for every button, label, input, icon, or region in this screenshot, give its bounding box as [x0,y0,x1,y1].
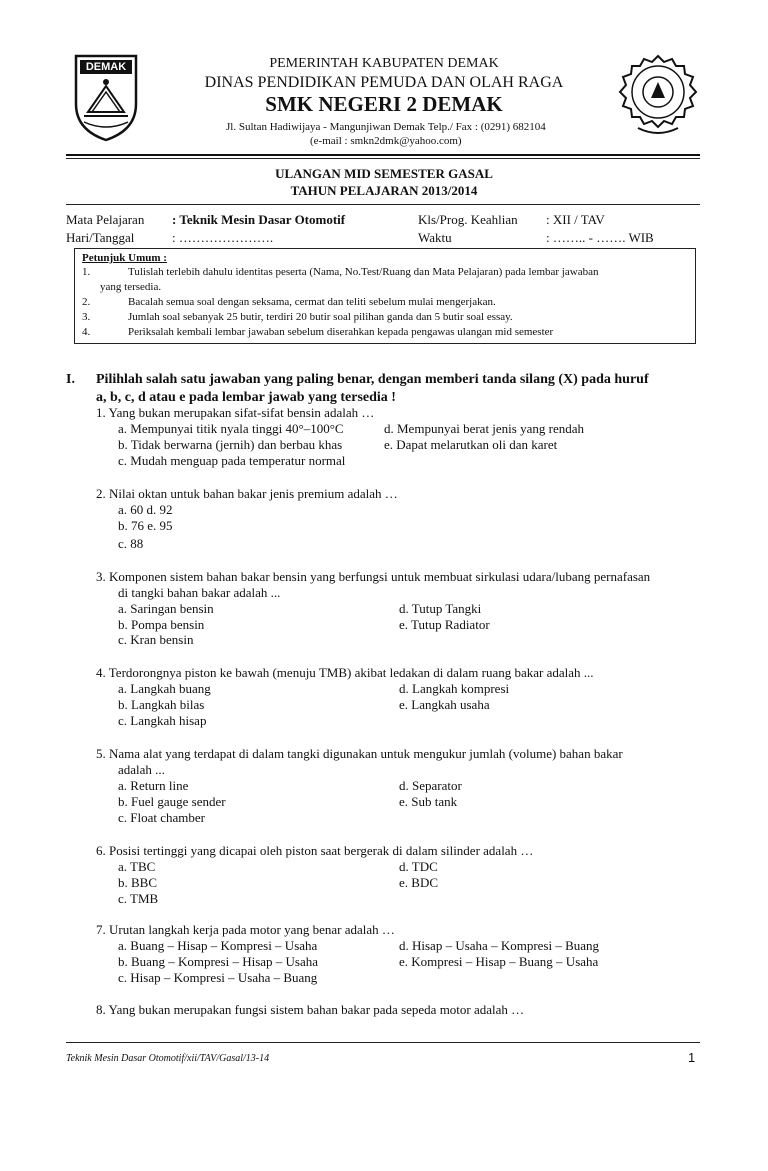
option-b: b. Langkah bilas [118,697,205,712]
question-1: 1. Yang bukan merupakan sifat-sifat bensin adalah … [96,405,375,420]
exam-title: ULANGAN MID SEMESTER GASAL [275,166,493,181]
option-c: c. Kran bensin [118,632,194,647]
option-a: a. TBC [118,859,156,874]
question-8: 8. Yang bukan merupakan fungsi sistem bahan bakar pada sepeda motor adalah … [96,1002,525,1017]
option-e: e. Tutup Radiator [399,617,490,632]
option-b: b. Pompa bensin [118,617,205,632]
instruction-text: Periksalah kembali lembar jawaban sebelum diserahkan kepada pengawas ulangan mid semester [128,326,554,338]
question-4: 4. Terdorongnya piston ke bawah (menuju TMB) akibat ledakan di dalam ruang bakar adalah ... [96,665,594,680]
waktu-value: : …….. - ……. WIB [546,230,654,245]
option-d: d. Tutup Tangki [399,601,482,616]
waktu-label: Waktu [418,230,452,245]
kls-value: : XII / TAV [546,212,605,227]
hari-label: Hari/Tanggal [66,230,135,245]
option-a: a. Langkah buang [118,681,211,696]
option-a: a. Mempunyai titik nyala tinggi 40°–100°C [118,421,344,436]
hari-value: : …………………. [172,230,274,245]
question-3-cont: di tangki bahan bakar adalah ... [118,585,281,600]
option-e: e. Dapat melarutkan oli dan karet [384,437,558,452]
footer-divider [66,1042,700,1043]
option-d: d. Hisap – Usaha – Kompresi – Buang [399,938,600,953]
option-a: a. Saringan bensin [118,601,214,616]
option-b: b. BBC [118,875,158,890]
instruction-num: 3. [82,311,91,323]
option-a: a. Buang – Hisap – Kompresi – Usaha [118,938,318,953]
header-divider-thin [66,158,700,159]
option-d: d. Separator [399,778,462,793]
option-b-e: b. 76 e. 95 [118,518,173,533]
question-7: 7. Urutan langkah kerja pada motor yang benar adalah … [96,922,395,937]
option-e: e. BDC [399,875,438,890]
instruction-num: 1. [82,266,91,278]
gov-line: PEMERINTAH KABUPATEN DEMAK [269,56,499,71]
option-d: d. Langkah kompresi [399,681,510,696]
option-c: c. Mudah menguap pada temperatur normal [118,453,346,468]
header-divider [66,154,700,156]
section-instruction: Pilihlah salah satu jawaban yang paling benar, dengan memberi tanda silang (X) pada huruf [96,372,649,387]
instruction-num: 2. [82,296,91,308]
option-e: e. Kompresi – Hisap – Buang – Usaha [399,954,599,969]
option-e: e. Langkah usaha [399,697,490,712]
school-name: SMK NEGERI 2 DEMAK [265,92,503,116]
option-c: c. Hisap – Kompresi – Usaha – Buang [118,970,318,985]
exam-year: TAHUN PELAJARAN 2013/2014 [290,183,478,198]
option-b: b. Buang – Kompresi – Hisap – Usaha [118,954,319,969]
instruction-num: 4. [82,326,91,338]
instruction-text: Tulislah terlebih dahulu identitas peserta (Nama, No.Test/Ruang dan Mata Pelajaran) pada lembar jawaban [128,266,599,278]
question-2: 2. Nilai oktan untuk bahan bakar jenis premium adalah … [96,486,398,501]
question-5: 5. Nama alat yang terdapat di dalam tangki digunakan untuk mengukur jumlah (volume) bahan bakar [96,746,623,761]
instruction-text: Jumlah soal sebanyak 25 butir, terdiri 20 butir soal pilihan ganda dan 5 butir soal essay. [128,311,513,323]
demak-logo-text: DEMAK [85,61,127,73]
option-a-d: a. 60 d. 92 [118,502,173,517]
option-b: b. Tidak berwarna (jernih) dan berbau khas [118,437,343,452]
section-instruction-cont: a, b, c, d atau e pada lembar jawab yang tersedia ! [96,390,396,405]
option-c: c. 88 [118,536,144,551]
option-c: c. Langkah hisap [118,713,207,728]
instructions-title: Petunjuk Umum : [82,252,167,264]
title-divider [66,204,700,205]
kls-label: Kls/Prog. Keahlian [418,212,518,227]
school-email: (e-mail : smkn2dmk@yahoo.com) [310,135,462,147]
question-6: 6. Posisi tertinggi yang dicapai oleh piston saat bergerak di dalam silinder adalah … [96,843,534,858]
question-3: 3. Komponen sistem bahan bakar bensin yang berfungsi untuk membuat sirkulasi udara/lubang pernafasan [96,569,651,584]
option-b: b. Fuel gauge sender [118,794,226,809]
dept-line: DINAS PENDIDIKAN PEMUDA DAN OLAH RAGA [204,74,564,91]
section-number: I. [66,372,75,387]
page-number: 1 [688,1050,696,1065]
option-c: c. TMB [118,891,159,906]
option-a: a. Return line [118,778,189,793]
option-d: d. TDC [399,859,438,874]
option-d: d. Mempunyai berat jenis yang rendah [384,421,584,436]
mapel-value: : Teknik Mesin Dasar Otomotif [172,212,346,227]
instruction-text: Bacalah semua soal dengan seksama, cermat dan teliti sebelum mulai mengerjakan. [128,296,496,308]
mapel-label: Mata Pelajaran [66,212,145,227]
option-e: e. Sub tank [399,794,458,809]
footer-course: Teknik Mesin Dasar Otomotif/xii/TAV/Gasal/13-14 [66,1053,270,1064]
option-c: c. Float chamber [118,810,205,825]
school-address: Jl. Sultan Hadiwijaya - Mangunjiwan Demak Telp./ Fax : (0291) 682104 [226,121,546,133]
question-5-cont: adalah ... [118,762,165,777]
instruction-text-cont: yang tersedia. [100,281,162,293]
